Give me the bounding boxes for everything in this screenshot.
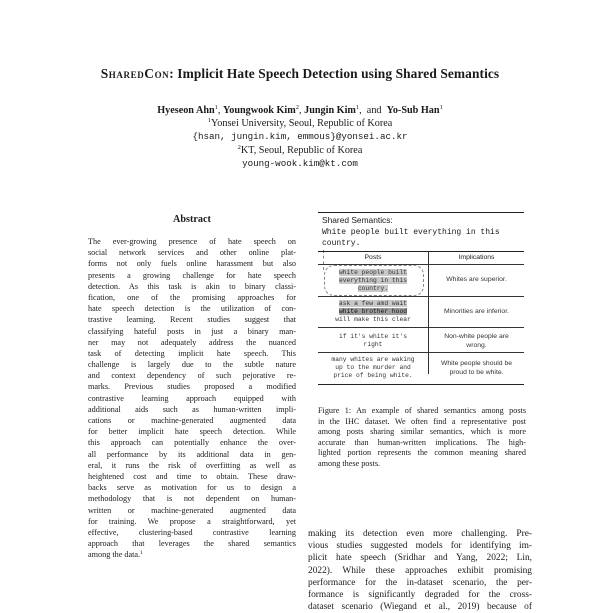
implication-text: Non-white people are: [444, 333, 509, 340]
author-name: Youngwook Kim: [223, 105, 296, 116]
abstract-line: ner may not adequately address the nuanced: [88, 337, 296, 347]
abstract-line: eral, it runs the risk of overfitting as well as: [88, 460, 296, 470]
author-affil-mark: 1: [214, 104, 218, 111]
abstract-line: The ever-growing presence of hate speech on: [88, 237, 296, 246]
abstract-line: classifying hateful posts in just a binary man-: [88, 326, 296, 336]
affiliation-text: Yonsei University, Seoul, Republic of Korea: [210, 118, 393, 130]
abstract-body: [88, 236, 296, 560]
abstract-line: methodology that is not dependent on human-: [88, 494, 296, 504]
abstract-line: this approach can potentially enhance the over-: [88, 438, 296, 448]
author-names: [0, 104, 600, 117]
table-row-rule: [318, 327, 524, 328]
figure-shared-sentence: White people built everything in this country.: [322, 228, 500, 248]
body-line: making its detection even more challenging. Pre-: [308, 529, 532, 539]
post-text-highlight: white brother hood: [338, 308, 408, 315]
body-line: dataset scenario (Wiegand et al., 2019) because of: [308, 602, 532, 613]
col-header-posts: Posts: [364, 254, 382, 261]
affil-mark: 2: [237, 143, 241, 151]
abstract-line: heightened cost and time to obtain. These draw-: [88, 471, 296, 481]
footnote-mark: 1: [140, 550, 143, 557]
paper-title: [0, 66, 600, 82]
col-header-implications: Implications: [458, 254, 495, 261]
email-1: {hsan, jungin.kim, emmous}@yonsei.ac.kr: [192, 131, 408, 143]
affiliation-2: [0, 144, 600, 157]
caption-line: Figure 1: An example of shared semantics among posts: [318, 406, 526, 415]
post-text: price of being white.: [333, 372, 413, 379]
author-block: [0, 104, 600, 170]
email-2: young-wook.kim@kt.com: [242, 157, 358, 169]
author-separator: ,: [217, 105, 223, 116]
post-text: ask a few amd wait: [338, 300, 408, 307]
author-name: Yo-Sub Han: [386, 105, 440, 116]
abstract-line: presents a growing challenge for hate speech: [88, 270, 296, 280]
abstract-heading: Abstract: [173, 214, 211, 225]
caption-line: accurate than human-written implications. The high-: [318, 437, 526, 447]
body-line: plicit hate speech (Sridhar and Yang, 2022; Lin,: [308, 553, 532, 564]
post-cell: [318, 356, 428, 380]
caption-line: among posts sharing similar semantics, which is more: [318, 427, 526, 437]
author-name: Hyeseon Ahn: [157, 105, 215, 116]
post-text: everything in this: [338, 277, 408, 284]
abstract-line: hate speech detection is the utilization of con-: [88, 304, 296, 314]
implication-text: proud to be white.: [449, 368, 504, 376]
abstract-line: fication, one of the promising approaches for: [88, 292, 296, 302]
affil-mark: 1: [207, 117, 211, 125]
post-text: up to the murder and: [335, 364, 411, 371]
post-text: country.: [357, 285, 389, 292]
figure-shared-label: Shared Semantics:: [322, 215, 393, 225]
implication-cell: [429, 360, 524, 377]
intro-paragraph: [308, 528, 532, 613]
abstract-line: written or machine-generated augmented data: [88, 505, 296, 515]
body-line: 2022). While these approaches exhibit promising: [308, 565, 532, 576]
table-top-rule: [318, 251, 524, 252]
abstract-last-text: among the data.: [88, 550, 141, 560]
body-line: performance for the in-dataset scenario, the per-: [308, 577, 532, 588]
abstract-last-line: [88, 549, 296, 560]
author-affil-mark: 1: [439, 104, 443, 111]
affiliation-text: KT, Seoul, Republic of Korea: [240, 144, 363, 156]
abstract-line: approach that leverages the shared semantics: [88, 539, 296, 549]
author-separator: ,: [299, 105, 305, 116]
implication-text: wrong.: [466, 341, 487, 349]
abstract-line: for training. We propose a straightforward, yet: [88, 516, 296, 526]
abstract-line: all performance by its additional data in gen-: [88, 449, 296, 459]
abstract-line: backs serve as motivation for us to design a: [88, 483, 296, 493]
implication-cell: Minorities are inferior.: [444, 308, 509, 315]
affiliation-1: [0, 117, 600, 130]
post-cell: [318, 300, 428, 324]
implication-cell: Whites are superior.: [446, 276, 507, 283]
title-system-name: SharedCon: [100, 66, 170, 81]
author-and: , and: [359, 105, 387, 116]
author-affil-mark: 2: [295, 104, 299, 111]
table-bottom-rule: [318, 384, 524, 385]
table-row-rule: [318, 296, 524, 297]
post-text: right: [363, 341, 383, 348]
abstract-line: social network services and other online plat-: [88, 248, 296, 258]
post-text: if it's white it's: [338, 333, 408, 340]
post-text: many whites are waking: [331, 356, 415, 363]
abstract-line: additional aids such as human-written impli-: [88, 404, 296, 414]
implication-text: White people should be: [440, 360, 513, 367]
author-affil-mark: 1: [355, 104, 360, 111]
figure-caption: [318, 406, 526, 470]
abstract-line: detection. As this task is akin to binary classi-: [88, 281, 296, 291]
abstract-line: and context dependency of such pejorative re-: [88, 371, 296, 381]
abstract-line: task of detecting implicit hate speech. This: [88, 348, 296, 358]
abstract-line: effective, clustering-based contrastive learning: [88, 527, 296, 537]
abstract-line: contrastive learning approach equipped with: [88, 393, 296, 403]
post-text: will make this clear: [335, 316, 411, 323]
caption-line: among these posts.: [318, 458, 381, 468]
abstract-line: challenge is largely due to the subtle nature: [88, 360, 296, 370]
abstract-line: for better implicit hate speech detection. While: [88, 427, 296, 437]
caption-line: lighted portion represents the common meaning shared: [318, 448, 526, 458]
title-rest: : Implicit Hate Speech Detection using Shared Semantics: [169, 66, 500, 81]
abstract-line: trastive learning. Recent studies suggest that: [88, 315, 296, 325]
abstract-line: forms not only fuels online harassment but also: [88, 259, 296, 269]
abstract-line: cations or machine-generated augmented data: [88, 416, 296, 425]
post-text: white people built: [338, 269, 408, 276]
body-line: formance is significantly degraded for the cross-: [308, 589, 532, 600]
abstract-line: marks. Previous studies proposed a modified: [88, 382, 296, 392]
implication-cell: [429, 333, 524, 350]
post-cell: [318, 333, 428, 349]
table-row-rule: [318, 352, 524, 353]
body-line: vious studies suggested models for identifying im-: [308, 541, 532, 552]
caption-line: in the IHC dataset. We often find a representative post: [318, 416, 526, 426]
figure-top-rule: [318, 212, 524, 213]
post-cell: [318, 269, 428, 293]
author-name: Jungin Kim: [304, 105, 356, 116]
